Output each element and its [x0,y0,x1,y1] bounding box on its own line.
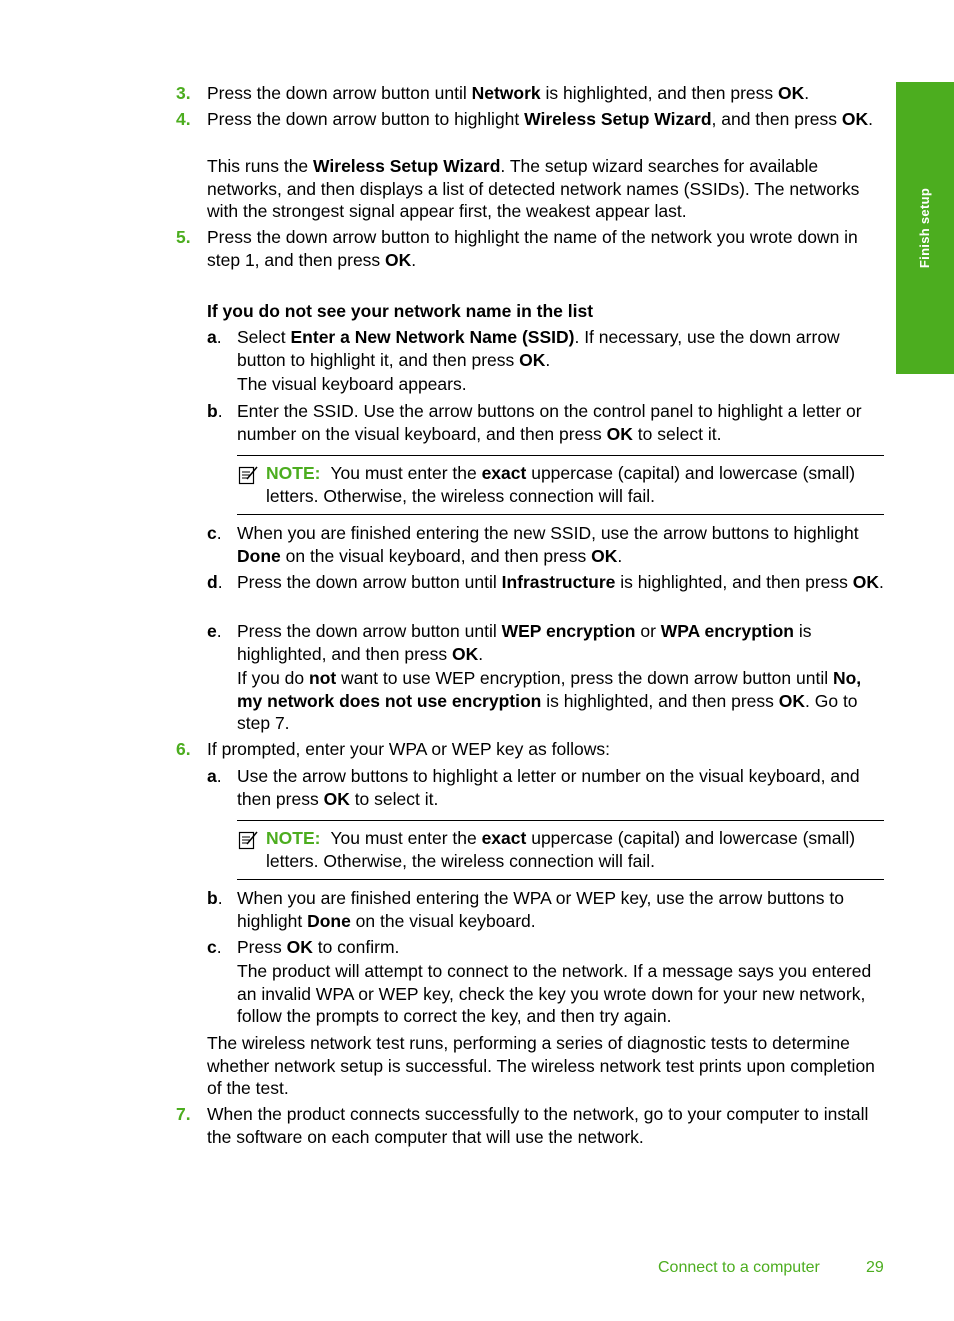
step-3-number: 3. [176,83,191,103]
step-5b-text: Enter the SSID. Use the arrow buttons on the control panel to highlight a letter or number on the visual keyboard, and then press OK to select it. [237,401,862,444]
step-6c-letter: c. [207,937,222,957]
step-5b-letter: b. [207,401,223,421]
step-5a-text: Select Enter a New Network Name (SSID). If necessary, use the down arrow button to highlight it, and then press OK. [237,327,840,370]
step-5-text: Press the down arrow button to highlight the name of the network you wrote down in step 1, and then press OK. [207,227,858,270]
note-icon [238,829,260,851]
note-box [237,820,884,880]
step-6c-description: The product will attempt to connect to the network. If a message says you entered an invalid WPA or WEP key, check the key you wrote down for your new network, follow the prompts to correct the key, and then try again. [237,961,872,1026]
note-icon [238,464,260,486]
step-5e-letter: e. [207,621,222,641]
step-4-text: Press the down arrow button to highlight Wireless Setup Wizard, and then press OK. [207,109,874,129]
note-text: NOTE: You must enter the exact uppercase (capital) and lowercase (small) letters. Otherwise, the wireless connection will fail. [266,828,856,871]
footer-section-title: Connect to a computer [658,1259,820,1276]
side-tab [896,82,954,374]
step-6b-text: When you are finished entering the WPA or WEP key, use the arrow buttons to highlight Done on the visual keyboard. [237,888,844,931]
step-7-text: When the product connects successfully to the network, go to your computer to install the software on each computer that will use the network. [207,1104,869,1147]
step-5d-letter: d. [207,572,223,592]
step-5d-text: Press the down arrow button until Infrastructure is highlighted, and then press OK. [237,572,884,592]
note-text: NOTE: You must enter the exact uppercase (capital) and lowercase (small) letters. Otherwise, the wireless connection will fail. [266,463,856,506]
note-box [237,455,884,515]
step-5-subheading: If you do not see your network name in the list [207,301,594,321]
step-6c-text: Press OK to confirm. [237,937,400,957]
step-5e-text: Press the down arrow button until WEP encryption or WPA encryption is highlighted, and then press OK. [237,621,812,664]
step-6-result: The wireless network test runs, performing a series of diagnostic tests to determine whether network setup is successful. The wireless network test prints upon completion of the test. [207,1033,875,1098]
step-7-number: 7. [176,1104,191,1124]
step-5-number: 5. [176,227,191,247]
step-4-description: This runs the Wireless Setup Wizard. The setup wizard searches for available networks, and then displays a list of detected network names (SSIDs). The networks with the strongest signal appear first, the weakest appear last. [207,156,860,221]
step-3-text: Press the down arrow button until Network is highlighted, and then press OK. [207,83,810,103]
step-6-number: 6. [176,739,191,759]
step-5e-description: If you do not want to use WEP encryption, press the down arrow button until No, my network does not use encryption is highlighted, and then press OK. Go to step 7. [237,668,862,733]
step-5c-text: When you are finished entering the new SSID, use the arrow buttons to highlight Done on the visual keyboard, and then press OK. [237,523,859,566]
step-5a-letter: a. [207,327,222,347]
step-6-text: If prompted, enter your WPA or WEP key as follows: [207,739,610,759]
step-4-number: 4. [176,109,191,129]
step-6a-text: Use the arrow buttons to highlight a letter or number on the visual keyboard, and then press OK to select it. [237,766,860,809]
step-5a-description: The visual keyboard appears. [237,374,467,394]
page-number: 29 [866,1259,884,1276]
step-6b-letter: b. [207,888,223,908]
step-5c-letter: c. [207,523,222,543]
step-6a-letter: a. [207,766,222,786]
side-tab-label: Finish setup [916,187,932,269]
